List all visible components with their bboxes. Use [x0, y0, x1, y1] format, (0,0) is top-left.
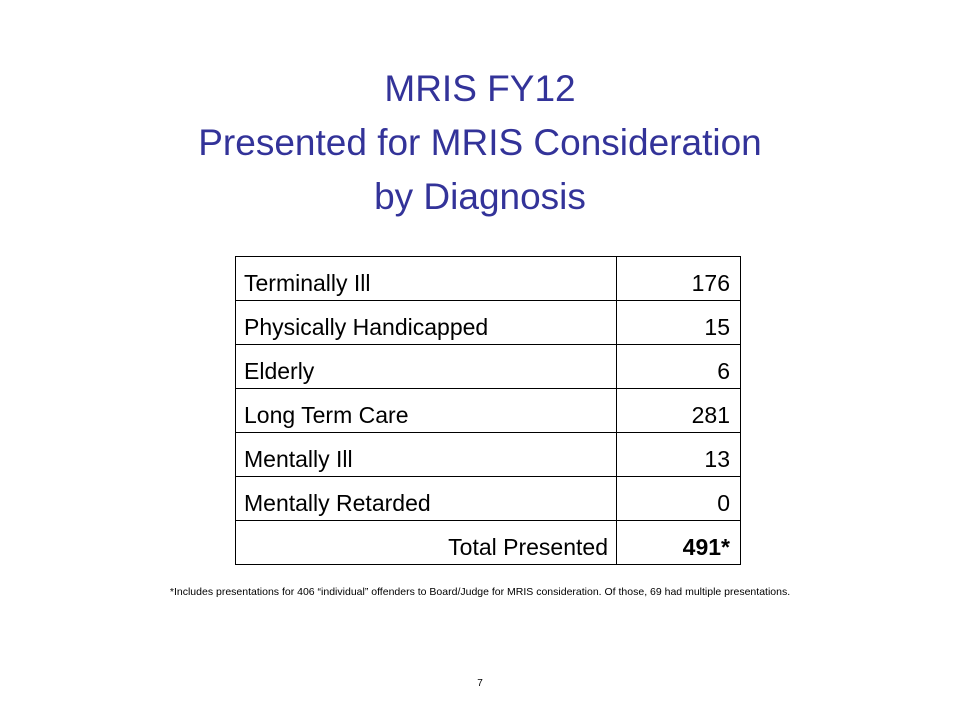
total-row [236, 521, 741, 565]
row-label: Mentally Retarded [236, 477, 617, 521]
table-row [236, 257, 741, 301]
row-value: 13 [617, 433, 741, 477]
row-value: 0 [617, 477, 741, 521]
row-value: 15 [617, 301, 741, 345]
row-label: Long Term Care [236, 389, 617, 433]
diagnosis-table [235, 256, 741, 565]
table-row [236, 345, 741, 389]
table-row [236, 477, 741, 521]
total-value: 491* [617, 521, 741, 565]
row-label: Elderly [236, 345, 617, 389]
row-value: 281 [617, 389, 741, 433]
table-row [236, 389, 741, 433]
total-label: Total Presented [236, 521, 617, 565]
footnote: *Includes presentations for 406 “individual” offenders to Board/Judge for MRIS consideration. Of those, 69 had multiple presentations. [169, 586, 791, 598]
table-row [236, 301, 741, 345]
title-line-2: Presented for MRIS Consideration [198, 122, 762, 163]
slide-title [0, 62, 960, 224]
table-row [236, 433, 741, 477]
row-value: 6 [617, 345, 741, 389]
row-value: 176 [617, 257, 741, 301]
title-line-1: MRIS FY12 [384, 68, 576, 109]
row-label: Terminally Ill [236, 257, 617, 301]
row-label: Physically Handicapped [236, 301, 617, 345]
row-label: Mentally Ill [236, 433, 617, 477]
title-line-3: by Diagnosis [374, 176, 586, 217]
page-number: 7 [477, 678, 483, 689]
